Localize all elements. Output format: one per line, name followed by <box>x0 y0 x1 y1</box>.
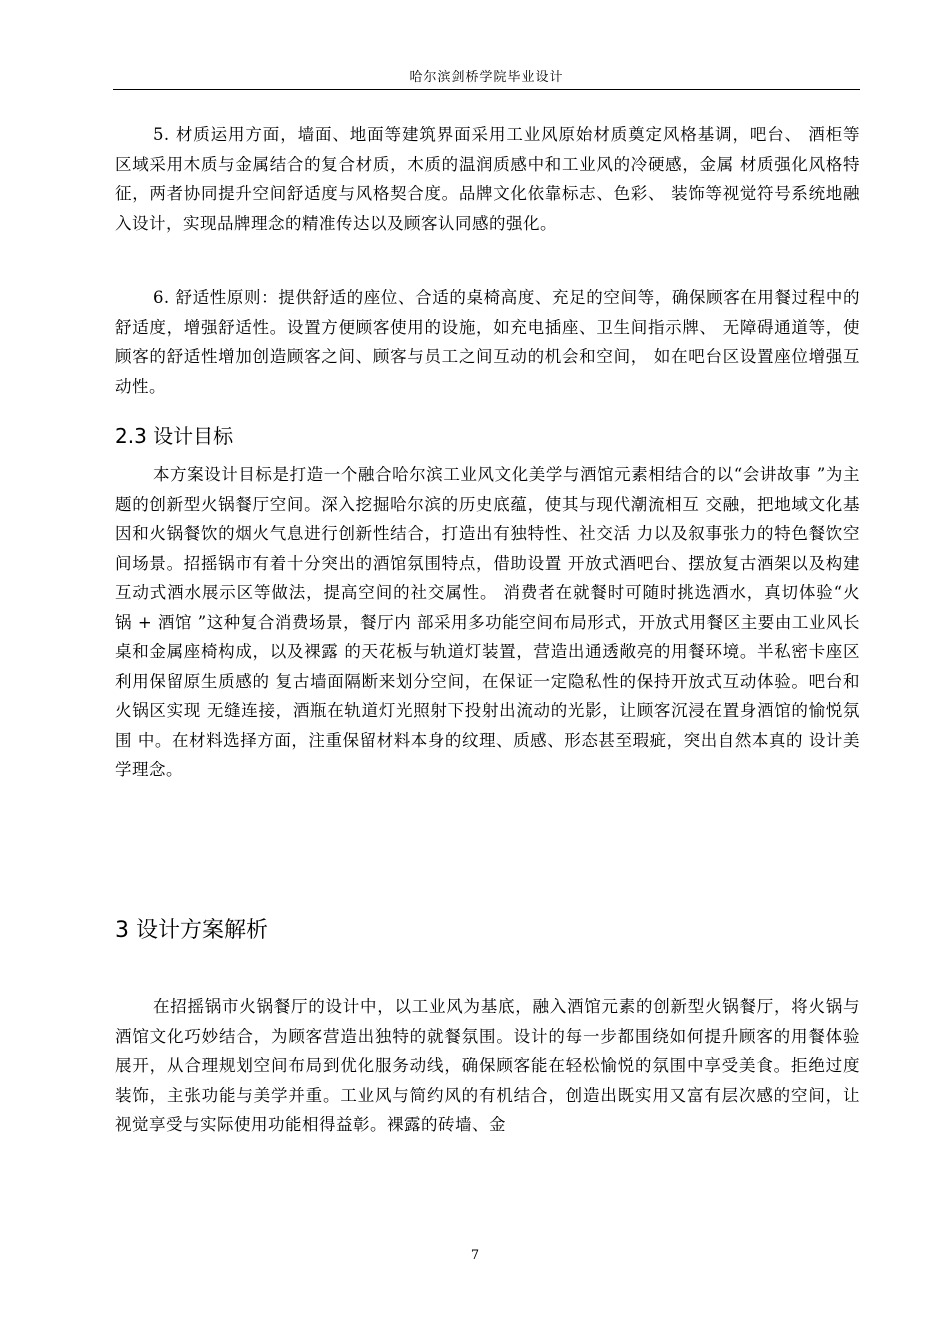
paragraph-material-usage: 5. 材质运用方面，墙面、地面等建筑界面采用工业风原始材质奠定风格基调，吧台、 酒柜等区域采用木质与金属结合的复合材质，木质的温润质感中和工业风的冷硬感，金属 材质强化风格特征，两者协同提升空间舒适度与风格契合度。品牌文化依靠标志、色彩、 装饰等视觉符号系统地融入设计，实现品牌理念的精准传达以及顾客认同感的强化。 <box>115 125 860 233</box>
paragraph-design-analysis: 在招摇锅市火锅餐厅的设计中，以工业风为基底，融入酒馆元素的创新型火锅餐厅，将火锅与酒馆文化巧妙结合，为顾客营造出独特的就餐氛围。设计的每一步都围绕如何提升顾客的用餐体验展开，从合理规划空间布局到优化服务动线，确保顾客能在轻松愉悦的氛围中享受美食。拒绝过度装饰，主张功能与美学并重。工业风与简约风的有机结合，创造出既实用又富有层次感的空间，让视觉享受与实际使用功能相得益彰。裸露的砖墙、金 <box>115 997 860 1134</box>
section-heading-design-goal: 2.3 设计目标 <box>115 424 234 448</box>
paragraph-design-goal: 本方案设计目标是打造一个融合哈尔滨工业风文化美学与酒馆元素相结合的以“会讲故事 ”为主题的创新型火锅餐厅空间。深入挖掘哈尔滨的历史底蕴，使其与现代潮流相互 交融，把地域文化基因和火锅餐饮的烟火气息进行创新性结合，打造出有独特性、社交活 力以及叙事张力的特色餐饮空间场景。招摇锅市有着十分突出的酒馆氛围特点，借助设置 开放式酒吧台、摆放复古酒架以及构建互动式酒水展示区等做法，提高空间的社交属性。 消费者在就餐时可随时挑选酒水，真切体验“火锅 + 酒馆 ”这种复合消费场景，餐厅内 部采用多功能空间布局形式，开放式用餐区主要由工业风长桌和金属座椅构成，以及裸露 的天花板与轨道灯装置，营造出通透敞亮的用餐环境。半私密卡座区利用保留原生质感的 复古墙面隔断来划分空间，在保证一定隐私性的保持开放式互动体验。吧台和火锅区实现 无缝连接，酒瓶在轨道灯光照射下投射出流动的光影，让顾客沉浸在置身酒馆的愉悦氛围 中。在材料选择方面，注重保留材料本身的纹理、质感、形态甚至瑕疵，突出自然本真的 设计美学理念。 <box>115 465 860 779</box>
header-divider <box>113 89 860 90</box>
page-number: 7 <box>470 1248 480 1263</box>
paragraph-comfort-principle: 6. 舒适性原则：提供舒适的座位、合适的桌椅高度、充足的空间等，确保顾客在用餐过程中的舒适度，增强舒适性。设置方便顾客使用的设施，如充电插座、卫生间指示牌、 无障碍通道等，使顾客的舒适性增加创造顾客之间、顾客与员工之间互动的机会和空间， 如在吧台区设置座位增强互动性。 <box>115 288 860 396</box>
section-heading-design-analysis: 3 设计方案解析 <box>115 918 268 943</box>
page-header: 哈尔滨剑桥学院毕业设计 <box>409 70 564 85</box>
